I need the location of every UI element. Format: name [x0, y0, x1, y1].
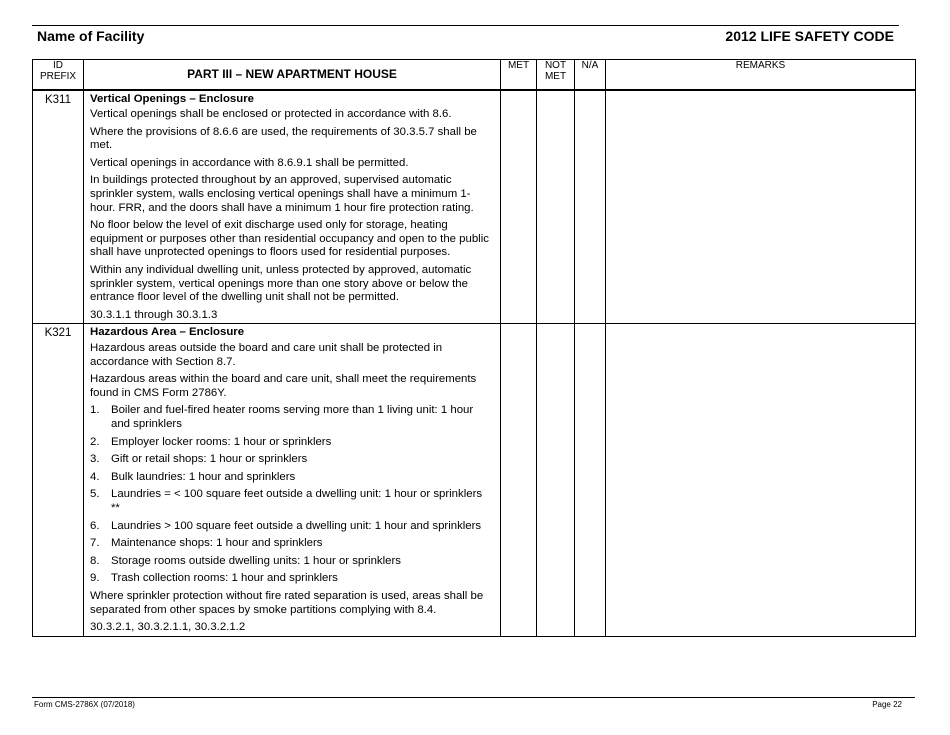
paragraph: Hazardous areas outside the board and care unit shall be protected in accordance with Section 8.7. — [90, 342, 443, 368]
code-reference: 30.3.1.1 through 30.3.1.3 — [90, 308, 218, 321]
col-not-met: NOT MET — [537, 60, 575, 90]
paragraph: Within any individual dwelling unit, unless protected by approved, automatic sprinkler system, vertical openings more than one story above or below the entrance floor level of the dwelling unit shall not be permitted. — [90, 264, 472, 304]
list-item: 2. Employer locker rooms: 1 hour or sprinklers — [90, 435, 332, 448]
na-cell[interactable] — [575, 324, 606, 636]
code-reference: 30.3.2.1, 30.3.2.1.1, 30.3.2.1.2 — [90, 621, 246, 634]
paragraph: Vertical openings shall be enclosed or protected in accordance with 8.6. — [90, 108, 452, 121]
table-row — [33, 324, 916, 636]
checklist-table — [32, 59, 916, 637]
na-cell[interactable] — [575, 90, 606, 324]
paragraph: Where sprinkler protection without fire rated separation is used, areas shall be separated from other spaces by smoke partitions complying with 8.4. — [90, 589, 484, 616]
not-met-cell[interactable] — [537, 324, 575, 636]
row-title: Hazardous Area – Enclosure — [90, 326, 245, 339]
list-item: 3. Gift or retail shops: 1 hour or sprinklers — [90, 453, 308, 466]
not-met-cell[interactable] — [537, 90, 575, 324]
list-item: 7. Maintenance shops: 1 hour and sprinklers — [90, 537, 323, 550]
facility-name-label: Name of Facility — [37, 28, 145, 44]
paragraph: No floor below the level of exit discharge used only for storage, heating equipment or purposes other than residential occupancy and open to the public shall have unprotected openings to floors used for residential purposes. — [90, 219, 489, 259]
col-met: MET — [501, 60, 537, 90]
col-na: N/A — [575, 60, 606, 90]
paragraph: Where the provisions of 8.6.6 are used, the requirements of 30.3.5.7 shall be met. — [90, 125, 477, 152]
code-title: 2012 LIFE SAFETY CODE — [725, 28, 894, 44]
met-cell[interactable] — [501, 324, 537, 636]
col-remarks: REMARKS — [606, 60, 916, 90]
list-item: 6. Laundries > 100 square feet outside a dwelling unit: 1 hour and sprinklers — [90, 519, 482, 532]
list-item: 8. Storage rooms outside dwelling units: 1 hour or sprinklers — [90, 554, 401, 567]
row-title: Vertical Openings – Enclosure — [90, 92, 254, 105]
paragraph: Hazardous areas within the board and care unit, shall meet the requirements found in CMS Form 2786Y. — [90, 373, 477, 399]
remarks-cell[interactable] — [606, 324, 916, 636]
page-number: Page 22 — [872, 700, 902, 709]
met-cell[interactable] — [501, 90, 537, 324]
footer-rule — [32, 697, 915, 698]
hazard-list — [90, 404, 494, 586]
row-content — [84, 324, 501, 636]
table-row — [33, 90, 916, 324]
row-id: K321 — [33, 324, 84, 636]
paragraph: In buildings protected throughout by an approved, supervised automatic sprinkler system, walls enclosing vertical openings shall have a minimum 1-hour. FRR, and the doors shall have a minimum 1 hour fire protection rating. — [90, 174, 474, 214]
list-item: 1. Boiler and fuel-fired heater rooms serving more than 1 living unit: 1 hour and sprinklers — [90, 404, 474, 430]
row-id: K311 — [33, 90, 84, 324]
col-part-title: PART III – NEW APARTMENT HOUSE — [84, 60, 501, 90]
col-id-prefix: ID PREFIX — [33, 60, 84, 90]
form-number: Form CMS-2786X (07/2018) — [34, 700, 135, 709]
list-item: 5. Laundries = < 100 square feet outside a dwelling unit: 1 hour or sprinklers ** — [90, 488, 483, 514]
header-rule — [32, 25, 899, 26]
row-content — [84, 90, 501, 324]
list-item: 9. Trash collection rooms: 1 hour and sprinklers — [90, 572, 338, 585]
paragraph: Vertical openings in accordance with 8.6.9.1 shall be permitted. — [90, 156, 409, 169]
remarks-cell[interactable] — [606, 90, 916, 324]
list-item: 4. Bulk laundries: 1 hour and sprinklers — [90, 470, 296, 483]
